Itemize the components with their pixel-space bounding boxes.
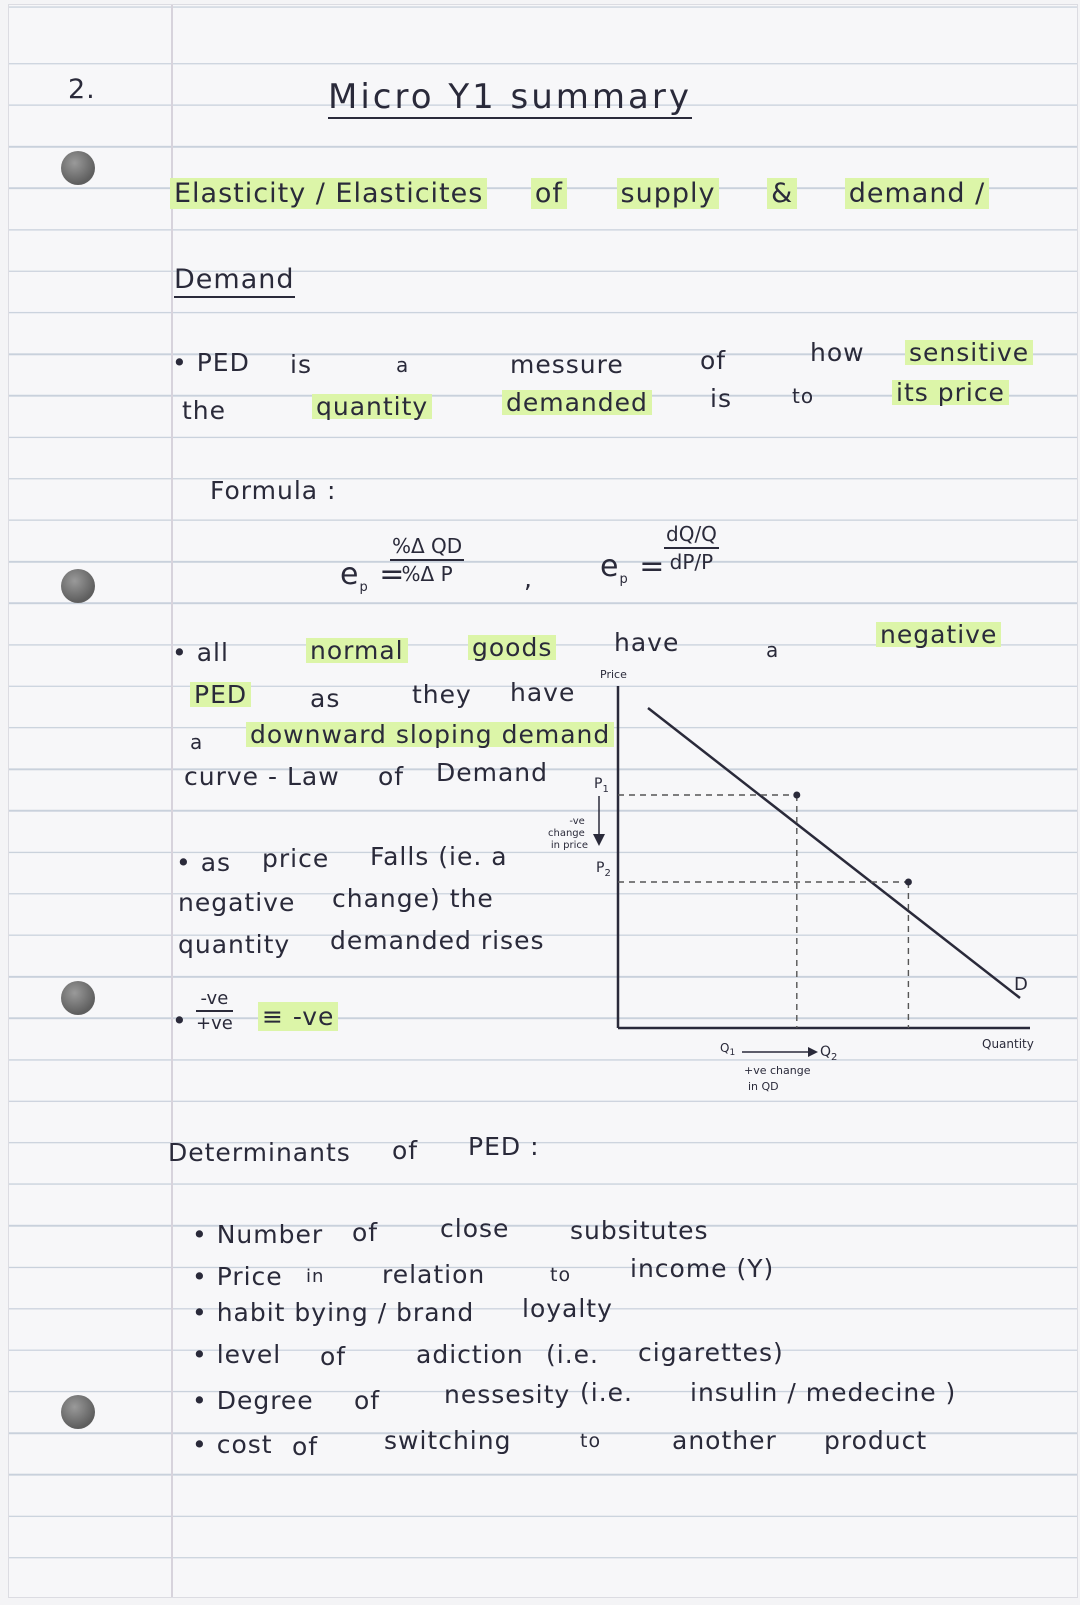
price-change-arrowhead bbox=[593, 834, 605, 846]
page-number: 2. bbox=[68, 74, 96, 105]
qd-change-note: +ve change in QD bbox=[744, 1064, 811, 1093]
formula-label: Formula : bbox=[210, 476, 337, 505]
margin-line bbox=[171, 5, 173, 1597]
q1-label: $Q_1$ bbox=[720, 1041, 736, 1058]
demand-curve-line bbox=[648, 708, 1020, 998]
demand-curve-chart bbox=[520, 650, 1060, 1110]
equilibrium-point-1 bbox=[793, 792, 800, 799]
x-axis-label: Quantity bbox=[982, 1037, 1034, 1051]
punch-hole bbox=[61, 1395, 95, 1429]
punch-hole bbox=[61, 569, 95, 603]
equilibrium-point-2 bbox=[905, 879, 912, 886]
subheading-demand: Demand bbox=[174, 266, 295, 298]
price-change-note: -ve change in price bbox=[548, 816, 588, 851]
y-axis-label: Price bbox=[600, 668, 627, 681]
qd-change-arrowhead bbox=[808, 1047, 818, 1057]
p1-label: $P_1$ bbox=[594, 776, 609, 795]
curve-label: D bbox=[1014, 974, 1028, 995]
page-title: Micro Y1 summary bbox=[328, 77, 692, 117]
punch-hole bbox=[61, 151, 95, 185]
q2-label: $Q_2$ bbox=[820, 1044, 838, 1063]
punch-hole bbox=[61, 981, 95, 1015]
section-heading: Elasticity / Elasticites of supply & demand / bbox=[170, 180, 989, 207]
p2-label: $P_2$ bbox=[596, 860, 611, 879]
